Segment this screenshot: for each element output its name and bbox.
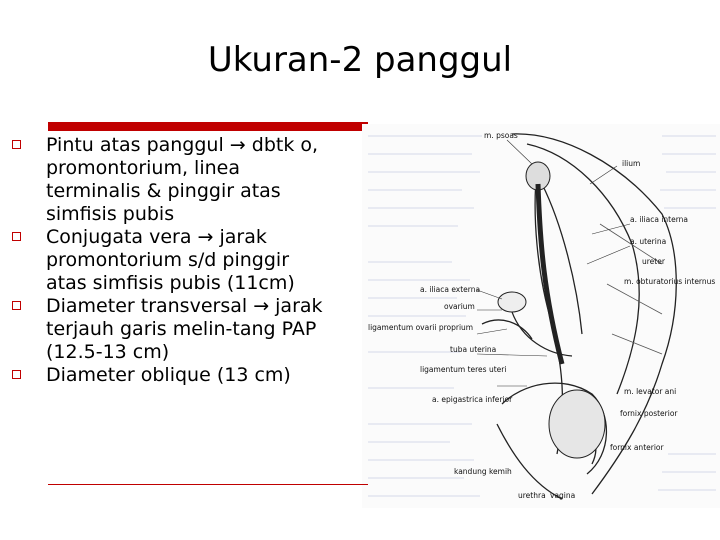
label-kandung-kemih: kandung kemih — [454, 467, 512, 476]
bullet-line: Diameter oblique (13 cm) — [46, 364, 291, 386]
tuba-uterina-line — [512, 312, 572, 356]
label-a-iliaca-interna: a. iliaca interna — [630, 215, 689, 224]
bullet-line: Conjugata vera → jarak — [46, 226, 267, 248]
ovary-shape — [498, 292, 526, 312]
bullet-item-diameter-transversal — [10, 295, 370, 364]
label-tuba-uterina: tuba uterina — [450, 345, 497, 354]
pelvis-anatomy-figure — [362, 124, 720, 508]
ureter-vessel — [538, 184, 562, 364]
slide-title: Ukuran-2 panggul — [207, 40, 513, 80]
hollow-square-bullet-icon — [12, 370, 21, 379]
label-fornix-anterior: fornix anterior — [610, 443, 664, 452]
label-vagina: vagina — [550, 491, 576, 500]
title-accent-bar — [48, 122, 368, 131]
label-ligamentum-ovarii-proprium: ligamentum ovarii proprium — [368, 323, 474, 332]
bullet-list — [10, 134, 370, 387]
bottom-rule — [48, 484, 368, 485]
label-ureter: ureter — [642, 257, 665, 266]
scan-background-lines — [368, 136, 716, 496]
bullet-item-conjugata-vera — [10, 226, 370, 295]
label-m-levator-ani: m. levator ani — [624, 387, 677, 396]
uterus-shape — [549, 390, 605, 458]
bullet-line: terminalis & pinggir atas — [46, 180, 281, 202]
bullet-line: Diameter transversal → jarak — [46, 295, 323, 317]
bullet-line: simfisis pubis — [46, 203, 175, 225]
label-ilium: ilium — [622, 159, 641, 168]
label-a-epigastrica-inferior: a. epigastrica inferior — [432, 395, 513, 404]
bullet-line: Pintu atas panggul → dbtk o, — [46, 134, 319, 156]
bullet-item-pintu-atas-panggul — [10, 134, 370, 226]
bullet-item-diameter-oblique — [10, 364, 370, 387]
label-ligamentum-teres-uteri: ligamentum teres uteri — [420, 365, 507, 374]
bullet-line: (12.5-13 cm) — [46, 341, 170, 363]
label-m-psoas: m. psoas — [484, 131, 518, 140]
hollow-square-bullet-icon — [12, 140, 21, 149]
pelvis-anatomy-illustration-icon — [362, 124, 720, 508]
bullet-line: promontorium s/d pinggir — [46, 249, 290, 271]
label-ovarium: ovarium — [444, 302, 475, 311]
bullet-line: promontorium, linea — [46, 157, 240, 179]
leader-lines — [477, 140, 630, 386]
hollow-square-bullet-icon — [12, 301, 21, 310]
bullet-line: atas simfisis pubis (11cm) — [46, 272, 295, 294]
label-m-obturatorius-internus: m. obturatorius internus — [624, 277, 716, 286]
bullet-line: terjauh garis melin-tang PAP — [46, 318, 317, 340]
hollow-square-bullet-icon — [12, 232, 21, 241]
label-fornix-posterior: fornix posterior — [620, 409, 678, 418]
label-a-iliaca-externa: a. iliaca externa — [420, 285, 481, 294]
label-a-uterina: a. uterina — [630, 237, 667, 246]
label-urethra: urethra — [518, 491, 546, 500]
